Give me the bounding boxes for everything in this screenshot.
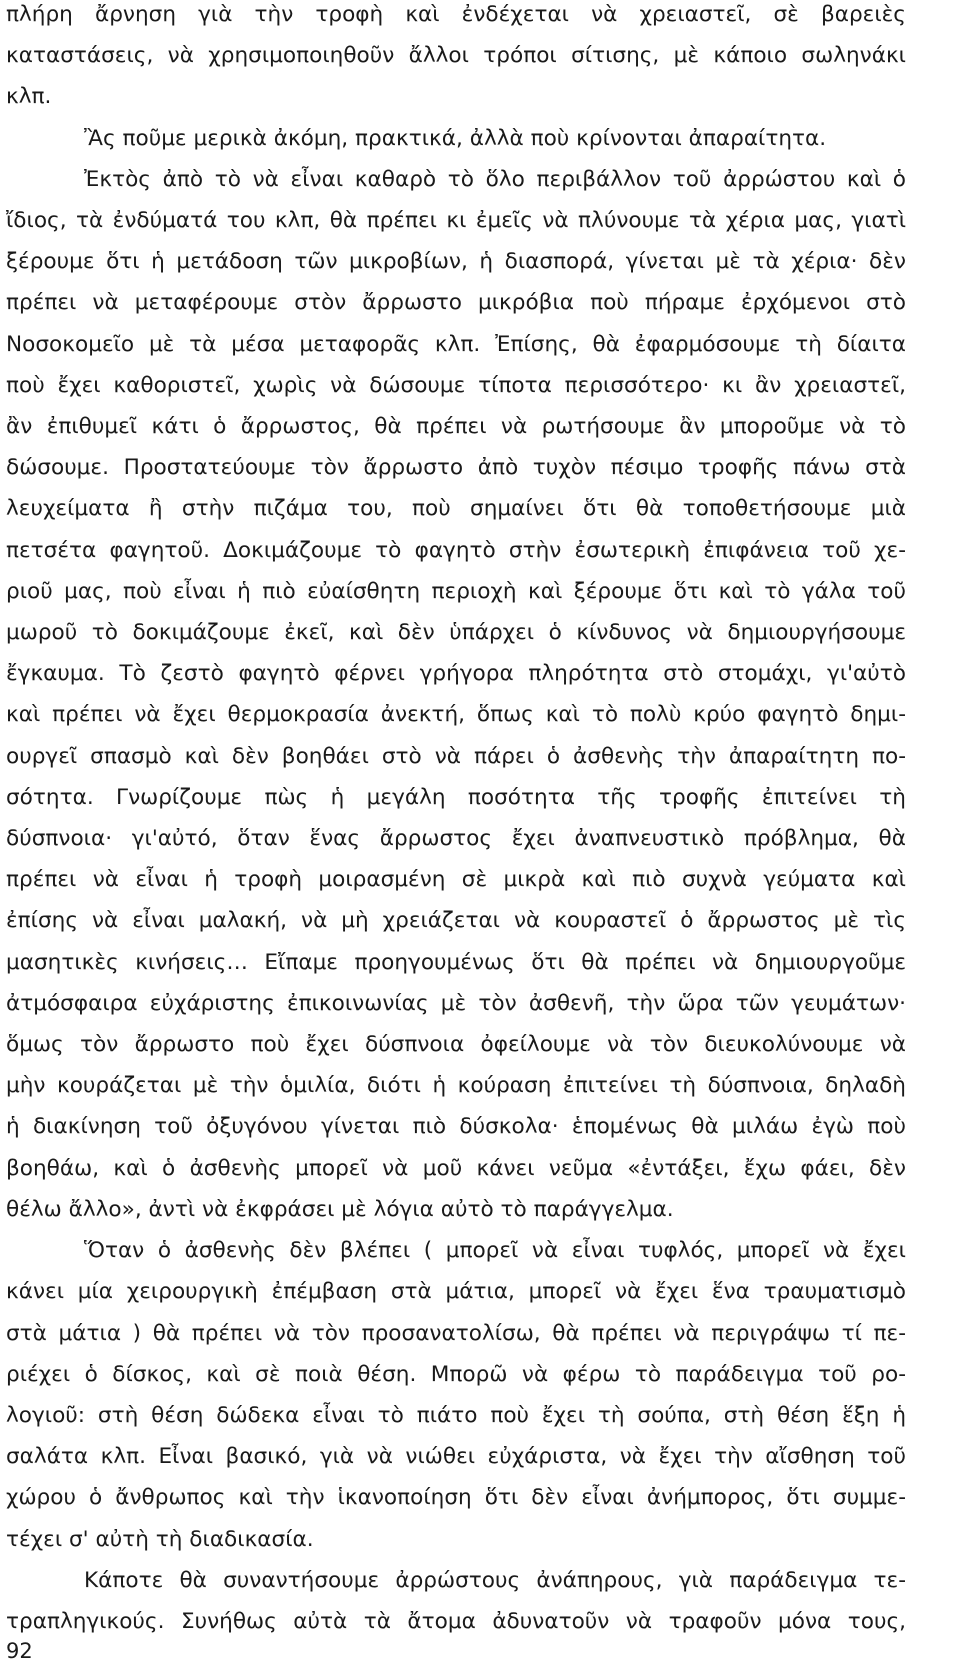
text-line: κάνει μία χειρουργικὴ ἐπέμβαση στὰ μάτια, μπορεῖ νὰ ἔχει ἕνα τραυματισμὸ	[6, 1279, 906, 1305]
text-line: ριοῦ μας, ποὺ εἶναι ἡ πιὸ εὐαίσθητη περιοχὴ καὶ ξέρουμε ὅτι καὶ τὸ γάλα τοῦ	[6, 578, 906, 604]
text-line: βοηθάω, καὶ ὁ ἀσθενὴς μπορεῖ νὰ μοῦ κάνει νεῦμα «ἐντάξει, ἔχω φάει, δὲν	[6, 1155, 906, 1181]
text-line: μὴν κουράζεται μὲ τὴν ὁμιλία, διότι ἡ κούραση ἐπιτείνει τὴ δύσπνοια, δηλαδὴ	[6, 1073, 906, 1099]
text-line: ἀτμόσφαιρα εὐχάριστης ἐπικοινωνίας μὲ τὸν ἀσθενῆ, τὴν ὥρα τῶν γευμάτων·	[6, 990, 906, 1016]
text-line: ὅμως τὸν ἄρρωστο ποὺ ἔχει δύσπνοια ὀφείλουμε νὰ τὸν διευκολύνουμε νὰ	[6, 1032, 906, 1058]
text-line: πρέπει νὰ μεταφέρουμε στὸν ἄρρωστο μικρόβια ποὺ πήραμε ἐρχόμενοι στὸ	[6, 290, 906, 316]
text-line: ριέχει ὁ δίσκος, καὶ σὲ ποιὰ θέση. Μπορῶ νὰ φέρω τὸ παράδειγμα τοῦ ρο-	[6, 1361, 906, 1387]
text-line: ἔγκαυμα. Τὸ ζεστὸ φαγητὸ φέρνει γρήγορα πληρότητα στὸ στομάχι, γι'αὐτὸ	[6, 661, 906, 687]
text-line: ουργεῖ σπασμὸ καὶ δὲν βοηθάει στὸ νὰ πάρει ὁ ἀσθενὴς τὴν ἀπαραίτητη πο-	[6, 743, 906, 769]
text-line: λογιοῦ: στὴ θέση δώδεκα εἶναι τὸ πιάτο ποὺ ἔχει τὴ σούπα, στὴ θέση ἕξη ἡ	[6, 1402, 906, 1428]
text-line: πλήρη ἄρνηση γιὰ τὴν τροφὴ καὶ ἐνδέχεται νὰ χρειαστεῖ, σὲ βαρειὲς	[6, 2, 906, 27]
text-line: ἐπίσης νὰ εἶναι μαλακή, νὰ μὴ χρειάζεται νὰ κουραστεῖ ὁ ἄρρωστος μὲ τὶς	[6, 908, 906, 934]
body-text	[6, 0, 906, 1642]
text-line: Κάποτε θὰ συναντήσουμε ἀρρώστους ἀνάπηρους, γιὰ παράδειγμα τε-	[84, 1567, 906, 1593]
text-line: δύσπνοια· γι'αὐτό, ὅταν ἕνας ἄρρωστος ἔχει ἀναπνευστικὸ πρόβλημα, θὰ	[6, 826, 906, 852]
text-line: σαλάτα κλπ. Εἶναι βασικό, γιὰ νὰ νιώθει εὐχάριστα, νὰ ἔχει τὴν αἴσθηση τοῦ	[6, 1444, 906, 1470]
text-line: ἴδιος, τὰ ἐνδύματά του κλπ, θὰ πρέπει κι ἐμεῖς νὰ πλύνουμε τὰ χέρια μας, γιατὶ	[6, 208, 906, 234]
text-line: τραπληγικούς. Συνήθως αὐτὰ τὰ ἄτομα ἀδυνατοῦν νὰ τραφοῦν μόνα τους,	[6, 1608, 906, 1634]
text-line: καὶ πρέπει νὰ ἔχει θερμοκρασία ἀνεκτή, ὅπως καὶ τὸ πολὺ κρύο φαγητὸ δημι-	[6, 702, 906, 728]
text-line: ξέρουμε ὅτι ἡ μετάδοση τῶν μικροβίων, ἡ διασπορά, γίνεται μὲ τὰ χέρια· δὲν	[6, 249, 906, 275]
page-number: 92	[6, 1639, 33, 1663]
text-line: ἡ διακίνηση τοῦ ὀξυγόνου γίνεται πιὸ δύσκολα· ἑπομένως θὰ μιλάω ἐγὼ ποὺ	[6, 1114, 906, 1140]
text-line: Ἐκτὸς ἀπὸ τὸ νὰ εἶναι καθαρὸ τὸ ὅλο περιβάλλον τοῦ ἀρρώστου καὶ ὁ	[84, 166, 906, 192]
text-line: χώρου ὁ ἄνθρωπος καὶ τὴν ἱκανοποίηση ὅτι δὲν εἶναι ἀνήμπορος, ὅτι συμμε-	[6, 1485, 906, 1511]
text-line: δώσουμε. Προστατεύουμε τὸν ἄρρωστο ἀπὸ τυχὸν πέσιμο τροφῆς πάνω στὰ	[6, 455, 906, 481]
text-line: Ὅταν ὁ ἀσθενὴς δὲν βλέπει ( μπορεῖ νὰ εἶναι τυφλός, μπορεῖ νὰ ἔχει	[84, 1238, 906, 1264]
text-line: στὰ μάτια ) θὰ πρέπει νὰ τὸν προσανατολίσω, θὰ πρέπει νὰ περιγράψω τί πε-	[6, 1320, 906, 1346]
text-line: ποὺ ἔχει καθοριστεῖ, χωρὶς νὰ δώσουμε τίποτα περισσότερο· κι ἂν χρειαστεῖ,	[6, 372, 906, 398]
text-line: σότητα. Γνωρίζουμε πὼς ἡ μεγάλη ποσότητα τῆς τροφῆς ἐπιτείνει τὴ	[6, 784, 906, 810]
text-line: Νοσοκομεῖο μὲ τὰ μέσα μεταφορᾶς κλπ. Ἐπίσης, θὰ ἐφαρμόσουμε τὴ δίαιτα	[6, 331, 906, 357]
text-line: κλπ.	[6, 84, 52, 110]
text-line: πρέπει νὰ εἶναι ἡ τροφὴ μοιρασμένη σὲ μικρὰ καὶ πιὸ συχνὰ γεύματα καὶ	[6, 867, 906, 893]
text-line: λευχείματα ἢ στὴν πιζάμα του, ποὺ σημαίνει ὅτι θὰ τοποθετήσουμε μιὰ	[6, 496, 906, 522]
text-line: θέλω ἄλλο», ἀντὶ νὰ ἐκφράσει μὲ λόγια αὐτὸ τὸ παράγγελμα.	[6, 1196, 674, 1222]
text-line: Ἂς ποῦμε μερικὰ ἀκόμη, πρακτικά, ἀλλὰ ποὺ κρίνονται ἀπαραίτητα.	[84, 125, 827, 151]
text-line: ἂν ἐπιθυμεῖ κάτι ὁ ἄρρωστος, θὰ πρέπει νὰ ρωτήσουμε ἂν μποροῦμε νὰ τὸ	[6, 414, 906, 440]
text-line: μασητικὲς κινήσεις… Εἴπαμε προηγουμένως ὅτι θὰ πρέπει νὰ δημιουργοῦμε	[6, 949, 906, 975]
text-line: καταστάσεις, νὰ χρησιμοποιηθοῦν ἄλλοι τρόποι σίτισης, μὲ κάποιο σωληνάκι	[6, 43, 906, 69]
book-page	[6, 0, 906, 1678]
text-line: πετσέτα φαγητοῦ. Δοκιμάζουμε τὸ φαγητὸ στὴν ἐσωτερικὴ ἐπιφάνεια τοῦ χε-	[6, 537, 906, 563]
text-line: τέχει σ' αὐτὴ τὴ διαδικασία.	[6, 1526, 314, 1552]
text-line: μωροῦ τὸ δοκιμάζουμε ἐκεῖ, καὶ δὲν ὑπάρχει ὁ κίνδυνος νὰ δημιουργήσουμε	[6, 620, 906, 646]
